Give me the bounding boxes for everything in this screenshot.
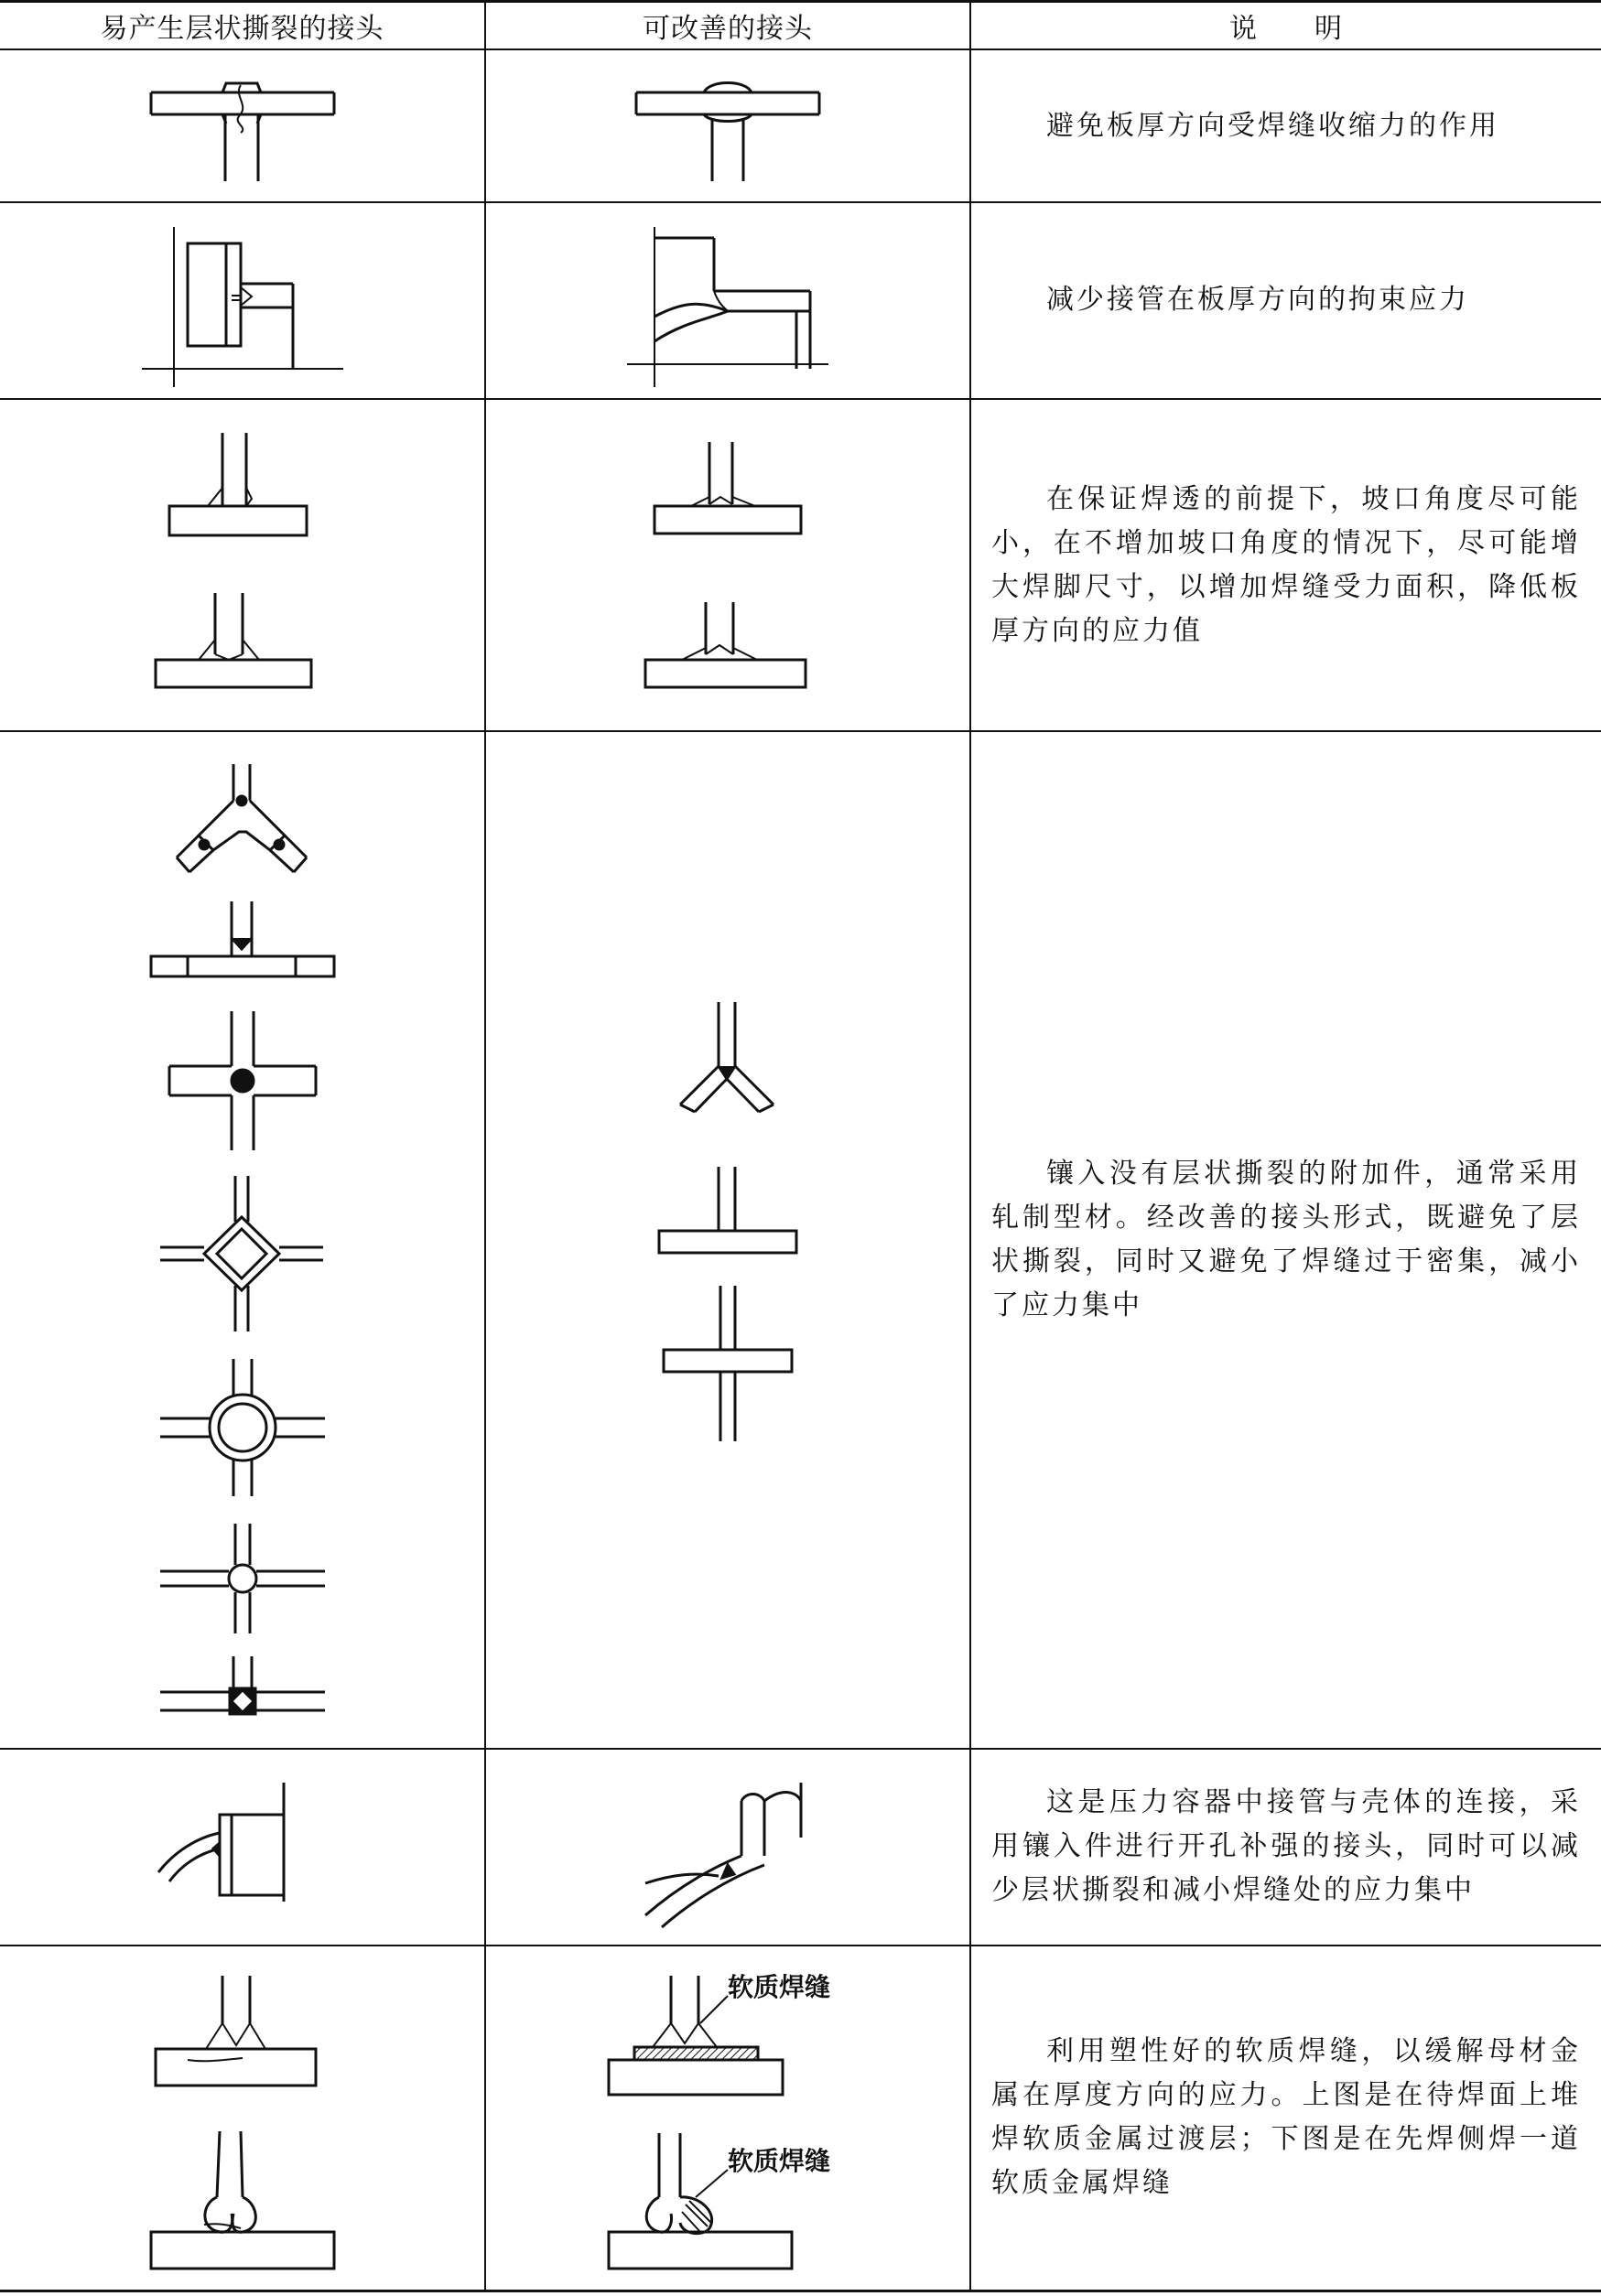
description-text: 利用塑性好的软质焊缝，以缓解母材金属在厚度方向的应力。上图是在待焊面上堆焊软质金属过渡层；下图是在先焊侧焊一道软质金属焊缝 (991, 2035, 1581, 2200)
header-description: 说 明 (970, 2, 1601, 50)
soft-weld-label: 软质焊缝 (728, 2146, 831, 2177)
prone-joint-figure (0, 1946, 485, 2291)
improved-joint-figure (485, 49, 970, 202)
vessel-nozzle-drawing (124, 1764, 362, 1929)
table-row (0, 1749, 1601, 1946)
header-improved-joint: 可改善的接头 (485, 2, 970, 50)
table-row (0, 731, 1601, 1749)
nozzle-joint-drawing (124, 209, 362, 392)
vessel-nozzle-improved-drawing (609, 1764, 847, 1929)
t-joint-full-weld-drawing (124, 67, 362, 186)
description-cell (970, 1946, 1601, 2291)
table-row (0, 49, 1601, 202)
improved-joint-figure (485, 1946, 970, 2291)
improved-joint-figure (485, 399, 970, 732)
thick-plate-t-joints-drawing (133, 1957, 352, 2278)
description-text: 减少接管在板厚方向的拘束应力 (1046, 284, 1469, 317)
improved-joint-figure (485, 1749, 970, 1946)
rolled-insert-joints-drawing (618, 984, 838, 1496)
header-row (0, 2, 1601, 50)
description-text: 镶入没有层状撕裂的附加件，通常采用轧制型材。经改善的接头形式，既避免了层状撕裂，同时又避免了焊缝过于密集，减小了应力集中 (991, 1158, 1581, 1322)
t-joint-cap-weld-drawing (609, 67, 847, 186)
groove-t-joints-improved-drawing (618, 415, 838, 717)
description-cell (970, 49, 1601, 202)
description-cell (970, 731, 1601, 1749)
prone-joint-figure (0, 49, 485, 202)
description-cell (970, 399, 1601, 732)
nozzle-joint-improved-drawing (609, 209, 847, 392)
header-prone-joint: 易产生层状撕裂的接头 (0, 2, 485, 50)
improved-joint-figure (485, 202, 970, 399)
description-text: 这是压力容器中接管与壳体的连接，采用镶入件进行开孔补强的接头，同时可以减少层状撕裂和减小焊缝处的应力集中 (991, 1786, 1581, 1907)
multi-member-joints-drawing (133, 755, 352, 1725)
table-row (0, 202, 1601, 399)
prone-joint-figure (0, 202, 485, 399)
description-text: 在保证焊透的前提下，坡口角度尽可能小，在不增加坡口角度的情况下，尽可能增大焊脚尺寸，以增加焊缝受力面积，降低板厚方向的应力值 (991, 482, 1581, 647)
prone-joint-figure (0, 731, 485, 1749)
soft-weld-joints-drawing (590, 1957, 865, 2278)
soft-weld-label: 软质焊缝 (728, 1972, 831, 2003)
table-row (0, 1946, 1601, 2291)
table-row (0, 399, 1601, 732)
description-cell (970, 1749, 1601, 1946)
groove-t-joints-drawing (133, 415, 352, 717)
description-text: 避免板厚方向受焊缝收缩力的作用 (1046, 109, 1499, 142)
prone-joint-figure (0, 1749, 485, 1946)
improved-joint-figure (485, 731, 970, 1749)
prone-joint-figure (0, 399, 485, 732)
description-cell (970, 202, 1601, 399)
